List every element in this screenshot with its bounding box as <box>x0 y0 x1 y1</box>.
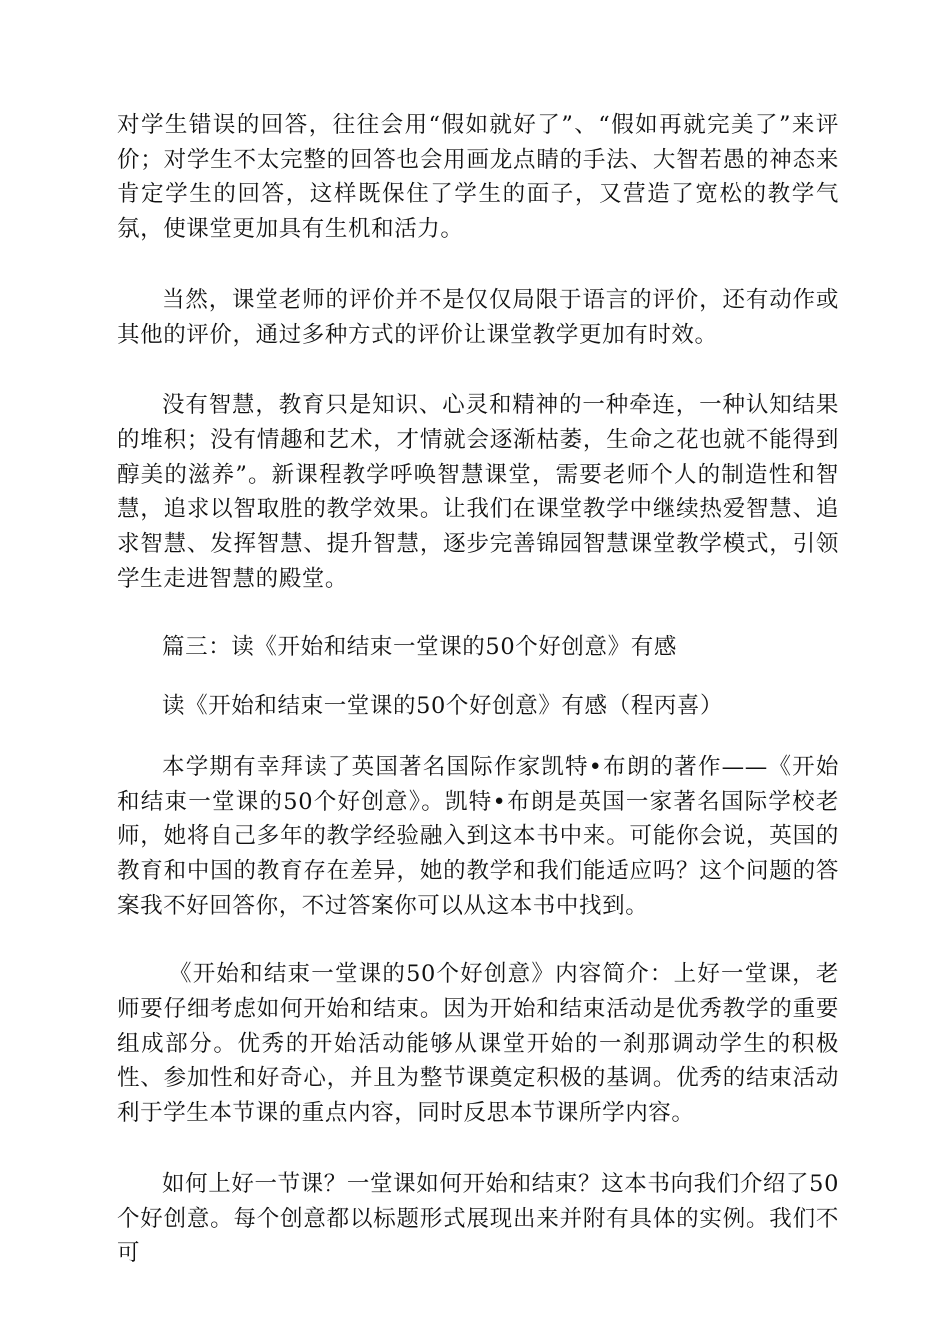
document-page <box>117 108 839 1271</box>
section-heading: 篇三：读《开始和结束一堂课的50个好创意》有感 <box>162 634 677 661</box>
paragraph-wisdom-classroom: 没有智慧，教育只是知识、心灵和精神的一种牵连，一种认知结果的堆积；没有情趣和艺术，才情就会逐渐枯萎，生命之花也就不能得到醇美的滋养”。新课程教学呼唤智慧课堂，需要老师个人的制造性和智慧，追求以智取胜的教学效果。让我们在课堂教学中继续热爱智慧、追求智慧、发挥智慧、提升智慧，逐步完善锦园智慧课堂教学模式，引领学生走进智慧的殿堂。 <box>117 392 839 592</box>
paragraph-book-summary: 《开始和结束一堂课的50个好创意》内容简介：上好一堂课，老师要仔细考虑如何开始和结束。因为开始和结束活动是优秀教学的重要组成部分。优秀的开始活动能够从课堂开始的一刹那调动学生的积极性、参加性和好奇心，并且为整节课奠定积极的基调。优秀的结束活动利于学生本节课的重点内容，同时反思本节课所学内容。 <box>117 961 839 1127</box>
paragraph-evaluation-examples: 对学生错误的回答，往往会用“假如就好了”、“假如再就完美了”来评价；对学生不太完整的回答也会用画龙点睛的手法、大智若愚的神态来肯定学生的回答，这样既保住了学生的面子，又营造了宽松的教学气氛，使课堂更加具有生机和活力。 <box>117 112 839 243</box>
paragraph-book-intro: 本学期有幸拜读了英国著名国际作家凯特•布朗的著作——《开始和结束一堂课的50个好创意》。凯特•布朗是英国一家著名国际学校老师，她将自己多年的教学经验融入到这本书中来。可能你会说，英国的教育和中国的教育存在差异，她的教学和我们能适应吗？这个问题的答案我不好回答你，不过答案你可以从这本书中找到。 <box>117 753 839 919</box>
article-title: 读《开始和结束一堂课的50个好创意》有感（程丙喜） <box>162 693 724 720</box>
paragraph-how-to-teach: 如何上好一节课？一堂课如何开始和结束？这本书向我们介绍了50个好创意。每个创意都以标题形式展现出来并附有具体的实例。我们不可 <box>117 1170 839 1267</box>
paragraph-evaluation-methods: 当然，课堂老师的评价并不是仅仅局限于语言的评价，还有动作或其他的评价，通过多种方式的评价让课堂教学更加有时效。 <box>117 286 839 348</box>
